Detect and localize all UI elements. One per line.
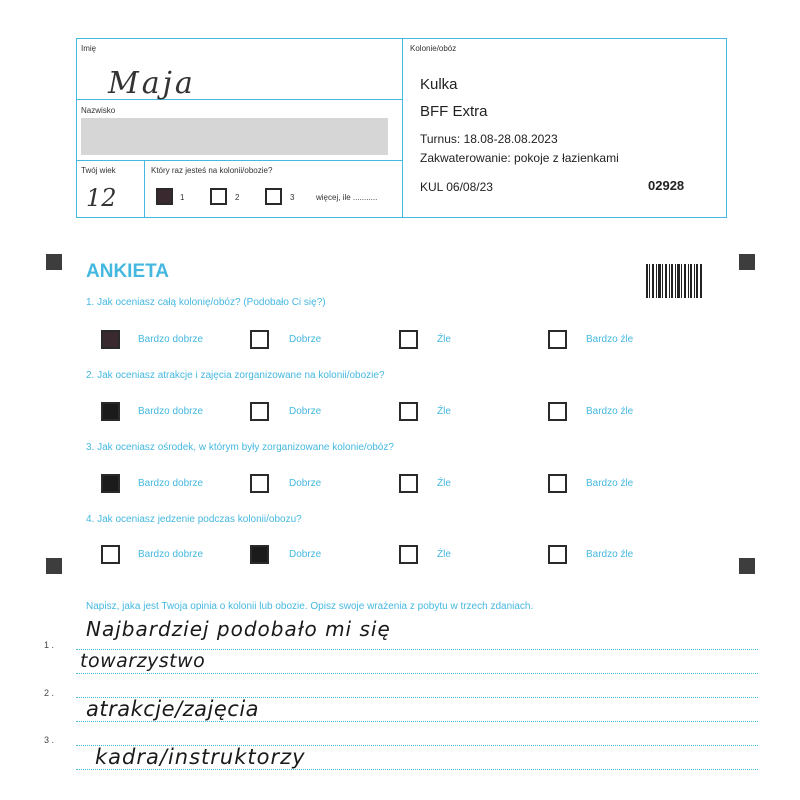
form-number: 02928: [648, 178, 685, 193]
option-label: Dobrze: [289, 478, 322, 489]
q3-option-dobrze-checkbox[interactable]: [250, 474, 269, 493]
option-label: Bardzo źle: [586, 406, 634, 417]
option-label: Bardzo dobrze: [138, 549, 204, 560]
writing-line: [76, 721, 758, 722]
handwritten-line-4[interactable]: kadra/instruktorzy: [95, 745, 306, 769]
header-age-divider: [144, 160, 145, 218]
q3-option-zle-checkbox[interactable]: [399, 474, 418, 493]
times-option-1: 1: [180, 193, 185, 202]
first-name-value: Maja: [108, 66, 196, 101]
option-label: Dobrze: [289, 406, 322, 417]
registration-marker: [46, 254, 62, 270]
registration-marker: [739, 254, 755, 270]
line-number-2: 2 .: [44, 688, 55, 698]
times-option-2: 2: [235, 193, 240, 202]
q1-option-dobrze-checkbox[interactable]: [250, 330, 269, 349]
question-4: 4. Jak oceniasz jedzenie podczas kolonii/obozu?: [86, 514, 302, 525]
writing-line: [76, 673, 758, 674]
q1-option-bardzo-dobrze-checkbox[interactable]: [101, 330, 120, 349]
q1-option-bardzo-zle-checkbox[interactable]: [548, 330, 567, 349]
registration-marker: [739, 558, 755, 574]
writing-line: [76, 769, 758, 770]
q3-option-bardzo-zle-checkbox[interactable]: [548, 474, 567, 493]
option-label: Źle: [437, 406, 451, 417]
registration-marker: [46, 558, 62, 574]
times-label: Który raz jesteś na kolonii/obozie?: [151, 166, 273, 175]
age-value: 12: [86, 184, 117, 212]
times-option-3: 3: [290, 193, 295, 202]
option-label: Dobrze: [289, 549, 322, 560]
handwritten-line-1[interactable]: Najbardziej podobało mi się: [86, 617, 391, 641]
q1-option-zle-checkbox[interactable]: [399, 330, 418, 349]
option-label: Bardzo dobrze: [138, 406, 204, 417]
question-3: 3. Jak oceniasz ośrodek, w którym były zorganizowane kolonie/obóz?: [86, 442, 394, 453]
q2-option-zle-checkbox[interactable]: [399, 402, 418, 421]
opinion-prompt: Napisz, jaka jest Twoja opinia o kolonii lub obozie. Opisz swoje wrażenia z pobytu w trzech zdaniach.: [86, 601, 534, 612]
question-2: 2. Jak oceniasz atrakcje i zajęcia zorganizowane na kolonii/obozie?: [86, 370, 385, 381]
question-1: 1. Jak oceniasz całą kolonię/obóz? (Podobało Ci się?): [86, 297, 326, 308]
handwritten-line-2[interactable]: towarzystwo: [80, 650, 206, 672]
camp-label: Kolonie/obóz: [410, 44, 457, 53]
q2-option-bardzo-zle-checkbox[interactable]: [548, 402, 567, 421]
q4-option-zle-checkbox[interactable]: [399, 545, 418, 564]
form-code: KUL 06/08/23: [420, 180, 493, 194]
times-checkbox-1[interactable]: [156, 188, 173, 205]
turnus: Turnus: 18.08-28.08.2023: [420, 132, 558, 146]
option-label: Bardzo źle: [586, 334, 634, 345]
last-name-redacted: [81, 118, 388, 155]
option-label: Bardzo dobrze: [138, 334, 204, 345]
option-label: Źle: [437, 549, 451, 560]
q2-option-bardzo-dobrze-checkbox[interactable]: [101, 402, 120, 421]
barcode-icon: [646, 264, 702, 298]
camp-name: Kulka: [420, 76, 458, 93]
first-name-label: Imię: [81, 44, 97, 53]
option-label: Bardzo dobrze: [138, 478, 204, 489]
q3-option-bardzo-dobrze-checkbox[interactable]: [101, 474, 120, 493]
option-label: Dobrze: [289, 334, 322, 345]
last-name-label: Nazwisko: [81, 106, 116, 115]
option-label: Źle: [437, 334, 451, 345]
option-label: Bardzo źle: [586, 549, 634, 560]
q4-option-dobrze-checkbox[interactable]: [250, 545, 269, 564]
header-divider: [402, 38, 403, 218]
q4-option-bardzo-zle-checkbox[interactable]: [548, 545, 567, 564]
times-checkbox-3[interactable]: [265, 188, 282, 205]
option-label: Źle: [437, 478, 451, 489]
handwritten-line-3[interactable]: atrakcje/zajęcia: [86, 697, 260, 721]
survey-title: ANKIETA: [86, 261, 170, 282]
q2-option-dobrze-checkbox[interactable]: [250, 402, 269, 421]
accommodation: Zakwaterowanie: pokoje z łazienkami: [420, 151, 619, 165]
q4-option-bardzo-dobrze-checkbox[interactable]: [101, 545, 120, 564]
line-number-3: 3 .: [44, 735, 55, 745]
times-more-label: więcej, ile ...........: [316, 193, 378, 202]
camp-program: BFF Extra: [420, 103, 488, 120]
times-checkbox-2[interactable]: [210, 188, 227, 205]
option-label: Bardzo źle: [586, 478, 634, 489]
age-label: Twój wiek: [81, 166, 116, 175]
header-row-line-2: [76, 160, 402, 161]
line-number-1: 1 .: [44, 640, 55, 650]
